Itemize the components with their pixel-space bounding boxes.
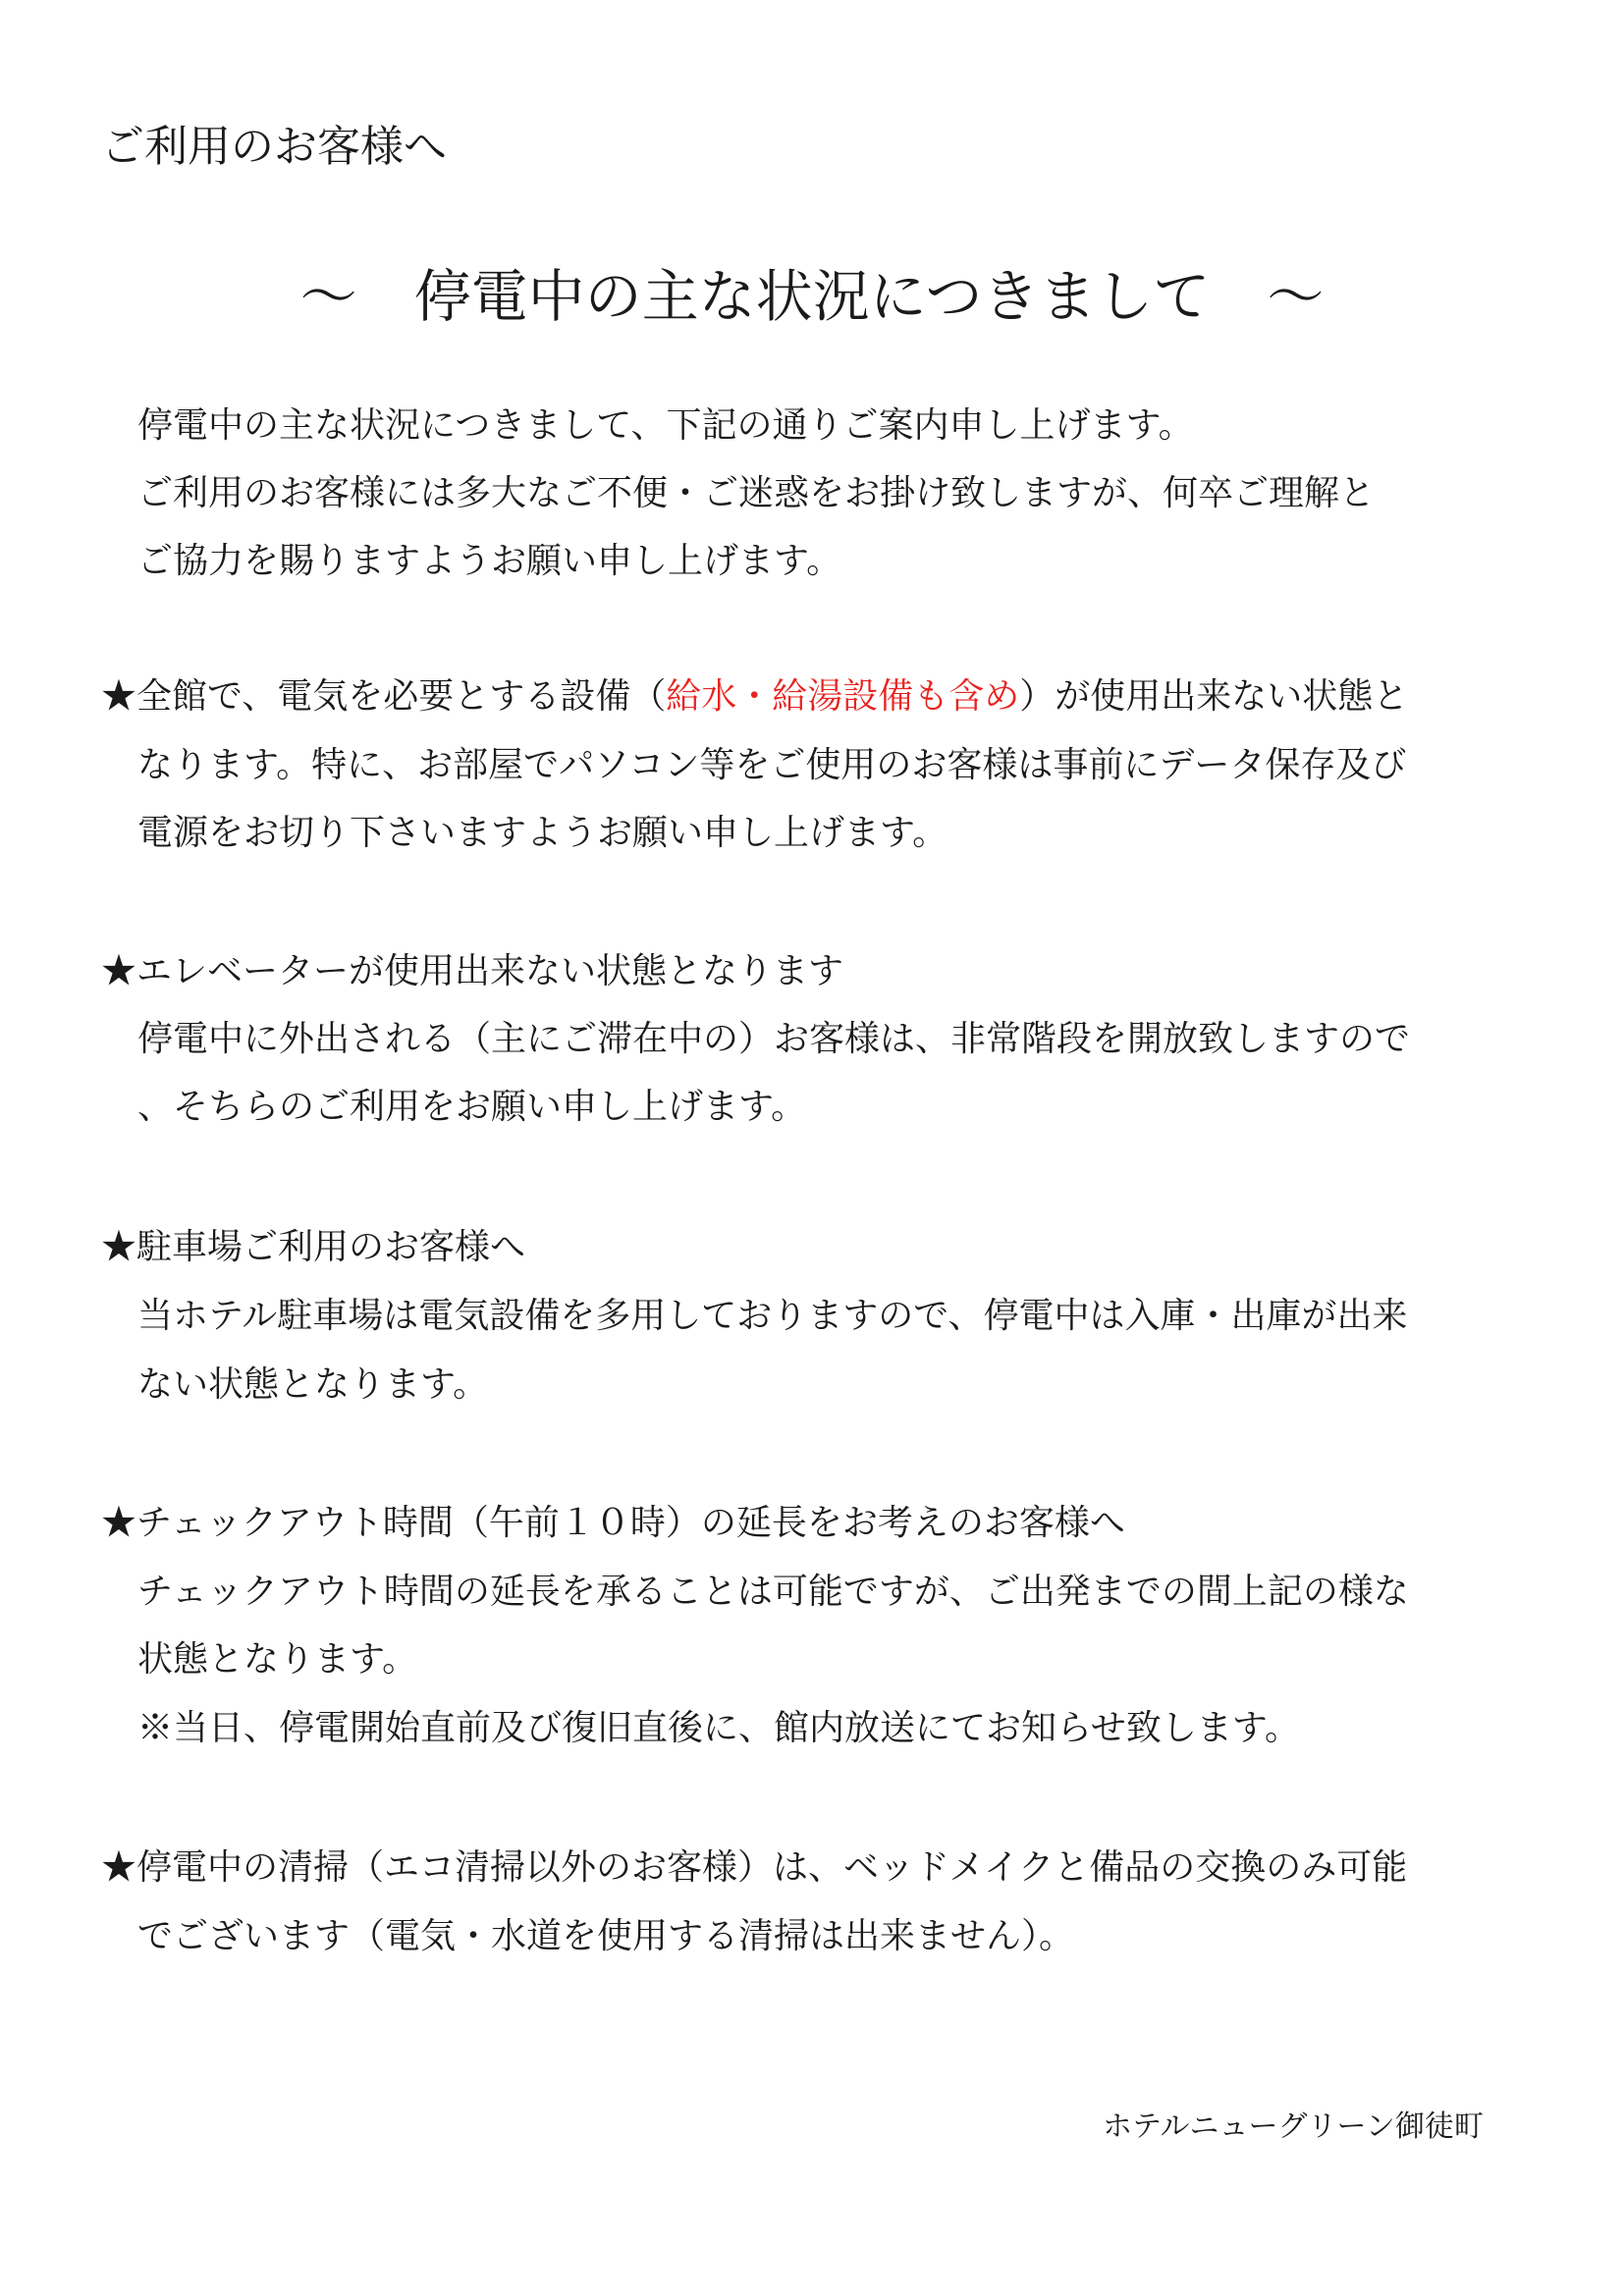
section-heading-parking: ★駐車場ご利用のお客様へ <box>101 1227 526 1267</box>
intro-line: ご利用のお客様には多大なご不便・ご迷惑をお掛け致しますが、何卒ご理解と <box>137 473 1376 513</box>
section-line: 停電中に外出される（主にご滞在中の）お客様は、非常階段を開放致しますので <box>137 1019 1411 1059</box>
heading-text: ★全館で、電気を必要とする設備（ <box>101 676 667 717</box>
intro-line: ご協力を賜りますようお願い申し上げます。 <box>137 541 842 581</box>
page-title: ～ 停電中の主な状況につきまして ～ <box>299 263 1325 330</box>
section-heading-checkout: ★チェックアウト時間（午前１０時）の延長をお考えのお客様へ <box>101 1503 1125 1543</box>
intro-line: 停電中の主な状況につきまして、下記の通りご案内申し上げます。 <box>137 405 1194 446</box>
highlight-text: 給水・給湯設備も含め <box>666 676 1020 717</box>
section-line: チェックアウト時間の延長を承ることは可能ですが、ご出発までの間上記の様な <box>137 1572 1409 1612</box>
section-line: ない状態となります。 <box>137 1364 489 1405</box>
section-heading-elevator: ★エレベーターが使用出来ない状態となります <box>101 951 844 991</box>
heading-text: ）が使用出来ない状態と <box>1019 676 1409 717</box>
hotel-signature: ホテルニューグリーン御徒町 <box>1103 2109 1484 2144</box>
section-line: 状態となります。 <box>137 1639 418 1680</box>
section-line: 当ホテル駐車場は電気設備を多用しておりますので、停電中は入庫・出庫が出来 <box>137 1296 1408 1336</box>
section-note: ※当日、停電開始直前及び復旧直後に、館内放送にてお知らせ致します。 <box>137 1708 1301 1748</box>
section-heading-facilities <box>101 669 1408 724</box>
section-heading-cleaning: ★停電中の清掃（エコ清掃以外のお客様）は、ベッドメイクと備品の交換のみ可能 <box>101 1847 1408 1888</box>
section-line: でございます（電気・水道を使用する清掃は出来ません）。 <box>137 1916 1075 1956</box>
section-line: なります。特に、お部屋でパソコン等をご使用のお客様は事前にデータ保存及び <box>137 745 1407 785</box>
greeting: ご利用のお客様へ <box>101 122 447 172</box>
section-line: 電源をお切り下さいますようお願い申し上げます。 <box>137 813 948 853</box>
section-line: 、そちらのご利用をお願い申し上げます。 <box>137 1087 807 1127</box>
